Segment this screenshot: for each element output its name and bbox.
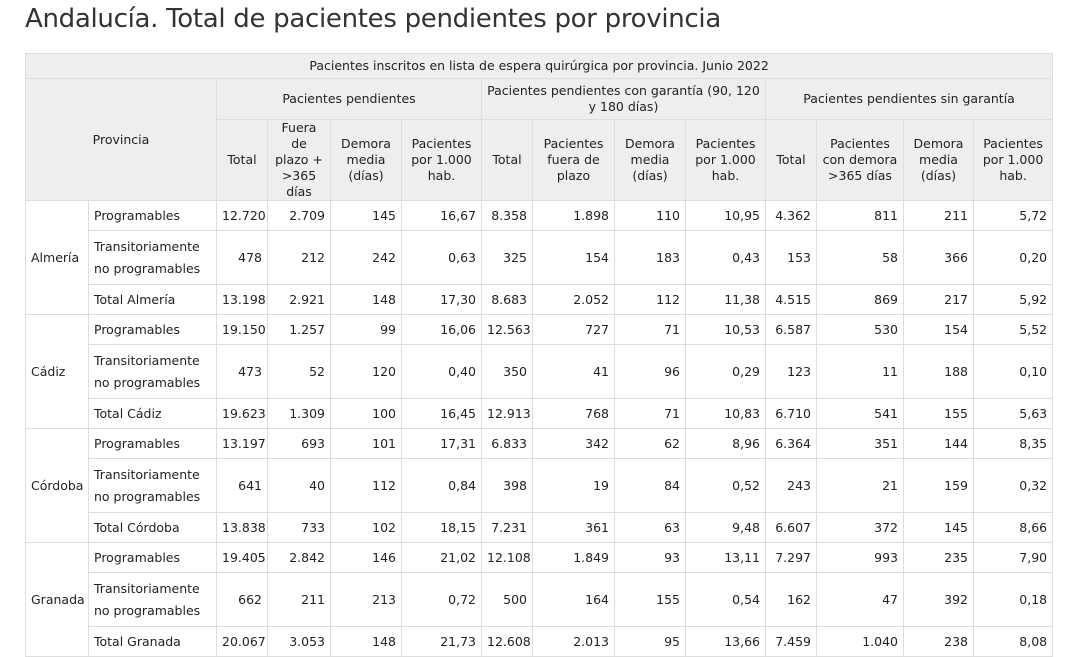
table-row bbox=[26, 201, 1053, 231]
value-cell: 693 bbox=[268, 429, 331, 459]
value-cell: 1.849 bbox=[533, 543, 615, 573]
value-cell: 112 bbox=[331, 459, 402, 513]
page-title: Andalucía. Total de pacientes pendientes por provincia bbox=[25, 4, 721, 34]
value-cell: 0,40 bbox=[402, 345, 482, 399]
value-cell: 211 bbox=[904, 201, 974, 231]
row-type-label: Total Granada bbox=[89, 627, 217, 657]
value-cell: 0,32 bbox=[974, 459, 1053, 513]
value-cell: 217 bbox=[904, 285, 974, 315]
value-cell: 1.257 bbox=[268, 315, 331, 345]
column-header: Pacientes por 1.000 hab. bbox=[686, 120, 766, 201]
row-type-label: Programables bbox=[89, 429, 217, 459]
column-header: Total bbox=[766, 120, 817, 201]
value-cell: 16,06 bbox=[402, 315, 482, 345]
waiting-list-table bbox=[25, 53, 1053, 657]
row-type-label: Transitoriamente no programables bbox=[89, 345, 217, 399]
value-cell: 8,35 bbox=[974, 429, 1053, 459]
row-type-label: Programables bbox=[89, 543, 217, 573]
value-cell: 19.405 bbox=[217, 543, 268, 573]
value-cell: 473 bbox=[217, 345, 268, 399]
value-cell: 1.898 bbox=[533, 201, 615, 231]
value-cell: 372 bbox=[817, 513, 904, 543]
column-header: Fuera de plazo + >365 días bbox=[268, 120, 331, 201]
table-row bbox=[26, 399, 1053, 429]
value-cell: 13.838 bbox=[217, 513, 268, 543]
value-cell: 47 bbox=[817, 573, 904, 627]
value-cell: 19.623 bbox=[217, 399, 268, 429]
value-cell: 0,52 bbox=[686, 459, 766, 513]
value-cell: 2.842 bbox=[268, 543, 331, 573]
group-header-con-garantia: Pacientes pendientes con garantía (90, 120 y 180 días) bbox=[482, 79, 766, 120]
province-name: Córdoba bbox=[26, 429, 89, 543]
value-cell: 4.515 bbox=[766, 285, 817, 315]
value-cell: 10,83 bbox=[686, 399, 766, 429]
value-cell: 41 bbox=[533, 345, 615, 399]
value-cell: 153 bbox=[766, 231, 817, 285]
column-header: Pacientes por 1.000 hab. bbox=[402, 120, 482, 201]
value-cell: 145 bbox=[904, 513, 974, 543]
value-cell: 148 bbox=[331, 627, 402, 657]
value-cell: 242 bbox=[331, 231, 402, 285]
value-cell: 243 bbox=[766, 459, 817, 513]
value-cell: 500 bbox=[482, 573, 533, 627]
value-cell: 18,15 bbox=[402, 513, 482, 543]
group-header-sin-garantia: Pacientes pendientes sin garantía bbox=[766, 79, 1053, 120]
table-caption: Pacientes inscritos en lista de espera quirúrgica por provincia. Junio 2022 bbox=[26, 54, 1053, 79]
value-cell: 101 bbox=[331, 429, 402, 459]
table-body bbox=[26, 201, 1053, 657]
value-cell: 733 bbox=[268, 513, 331, 543]
value-cell: 52 bbox=[268, 345, 331, 399]
value-cell: 0,84 bbox=[402, 459, 482, 513]
value-cell: 0,54 bbox=[686, 573, 766, 627]
value-cell: 8,66 bbox=[974, 513, 1053, 543]
value-cell: 100 bbox=[331, 399, 402, 429]
value-cell: 10,53 bbox=[686, 315, 766, 345]
value-cell: 71 bbox=[615, 315, 686, 345]
value-cell: 811 bbox=[817, 201, 904, 231]
value-cell: 7,90 bbox=[974, 543, 1053, 573]
value-cell: 7.231 bbox=[482, 513, 533, 543]
value-cell: 8.683 bbox=[482, 285, 533, 315]
value-cell: 63 bbox=[615, 513, 686, 543]
value-cell: 361 bbox=[533, 513, 615, 543]
value-cell: 123 bbox=[766, 345, 817, 399]
value-cell: 144 bbox=[904, 429, 974, 459]
row-type-label: Total Córdoba bbox=[89, 513, 217, 543]
value-cell: 99 bbox=[331, 315, 402, 345]
column-header: Total bbox=[482, 120, 533, 201]
value-cell: 6.607 bbox=[766, 513, 817, 543]
value-cell: 110 bbox=[615, 201, 686, 231]
value-cell: 351 bbox=[817, 429, 904, 459]
value-cell: 662 bbox=[217, 573, 268, 627]
value-cell: 112 bbox=[615, 285, 686, 315]
value-cell: 366 bbox=[904, 231, 974, 285]
value-cell: 58 bbox=[817, 231, 904, 285]
value-cell: 8,08 bbox=[974, 627, 1053, 657]
value-cell: 10,95 bbox=[686, 201, 766, 231]
value-cell: 6.833 bbox=[482, 429, 533, 459]
value-cell: 213 bbox=[331, 573, 402, 627]
value-cell: 235 bbox=[904, 543, 974, 573]
value-cell: 342 bbox=[533, 429, 615, 459]
table-row bbox=[26, 627, 1053, 657]
value-cell: 164 bbox=[533, 573, 615, 627]
value-cell: 96 bbox=[615, 345, 686, 399]
table-row bbox=[26, 429, 1053, 459]
group-header-pendientes: Pacientes pendientes bbox=[217, 79, 482, 120]
table-row bbox=[26, 345, 1053, 399]
value-cell: 4.362 bbox=[766, 201, 817, 231]
province-name: Almería bbox=[26, 201, 89, 315]
value-cell: 478 bbox=[217, 231, 268, 285]
value-cell: 12.720 bbox=[217, 201, 268, 231]
value-cell: 212 bbox=[268, 231, 331, 285]
value-cell: 17,31 bbox=[402, 429, 482, 459]
value-cell: 148 bbox=[331, 285, 402, 315]
value-cell: 13,66 bbox=[686, 627, 766, 657]
value-cell: 641 bbox=[217, 459, 268, 513]
column-header: Demora media (días) bbox=[904, 120, 974, 201]
value-cell: 102 bbox=[331, 513, 402, 543]
value-cell: 392 bbox=[904, 573, 974, 627]
value-cell: 993 bbox=[817, 543, 904, 573]
value-cell: 2.013 bbox=[533, 627, 615, 657]
column-header: Demora media (días) bbox=[615, 120, 686, 201]
value-cell: 398 bbox=[482, 459, 533, 513]
value-cell: 5,52 bbox=[974, 315, 1053, 345]
value-cell: 11 bbox=[817, 345, 904, 399]
value-cell: 13.198 bbox=[217, 285, 268, 315]
value-cell: 40 bbox=[268, 459, 331, 513]
value-cell: 0,43 bbox=[686, 231, 766, 285]
value-cell: 95 bbox=[615, 627, 686, 657]
value-cell: 0,63 bbox=[402, 231, 482, 285]
value-cell: 5,92 bbox=[974, 285, 1053, 315]
value-cell: 120 bbox=[331, 345, 402, 399]
column-header: Pacientes fuera de plazo bbox=[533, 120, 615, 201]
value-cell: 146 bbox=[331, 543, 402, 573]
column-header: Pacientes con demora >365 días bbox=[817, 120, 904, 201]
table-row bbox=[26, 459, 1053, 513]
value-cell: 7.297 bbox=[766, 543, 817, 573]
value-cell: 154 bbox=[533, 231, 615, 285]
table-row bbox=[26, 315, 1053, 345]
value-cell: 768 bbox=[533, 399, 615, 429]
value-cell: 188 bbox=[904, 345, 974, 399]
value-cell: 21,02 bbox=[402, 543, 482, 573]
value-cell: 145 bbox=[331, 201, 402, 231]
table-header bbox=[26, 54, 1053, 201]
value-cell: 5,72 bbox=[974, 201, 1053, 231]
row-type-label: Transitoriamente no programables bbox=[89, 573, 217, 627]
value-cell: 21,73 bbox=[402, 627, 482, 657]
value-cell: 7.459 bbox=[766, 627, 817, 657]
provincia-header: Provincia bbox=[26, 79, 217, 201]
value-cell: 155 bbox=[904, 399, 974, 429]
value-cell: 183 bbox=[615, 231, 686, 285]
value-cell: 13,11 bbox=[686, 543, 766, 573]
value-cell: 21 bbox=[817, 459, 904, 513]
row-type-label: Transitoriamente no programables bbox=[89, 231, 217, 285]
value-cell: 325 bbox=[482, 231, 533, 285]
value-cell: 11,38 bbox=[686, 285, 766, 315]
value-cell: 8,96 bbox=[686, 429, 766, 459]
row-type-label: Programables bbox=[89, 201, 217, 231]
column-header: Pacientes por 1.000 hab. bbox=[974, 120, 1053, 201]
value-cell: 530 bbox=[817, 315, 904, 345]
province-name: Cádiz bbox=[26, 315, 89, 429]
column-header: Total bbox=[217, 120, 268, 201]
value-cell: 238 bbox=[904, 627, 974, 657]
value-cell: 1.309 bbox=[268, 399, 331, 429]
value-cell: 162 bbox=[766, 573, 817, 627]
value-cell: 17,30 bbox=[402, 285, 482, 315]
value-cell: 0,10 bbox=[974, 345, 1053, 399]
table-row bbox=[26, 285, 1053, 315]
value-cell: 9,48 bbox=[686, 513, 766, 543]
value-cell: 0,20 bbox=[974, 231, 1053, 285]
row-type-label: Total Almería bbox=[89, 285, 217, 315]
value-cell: 2.709 bbox=[268, 201, 331, 231]
value-cell: 71 bbox=[615, 399, 686, 429]
value-cell: 2.052 bbox=[533, 285, 615, 315]
value-cell: 541 bbox=[817, 399, 904, 429]
value-cell: 6.710 bbox=[766, 399, 817, 429]
value-cell: 19 bbox=[533, 459, 615, 513]
province-name: Granada bbox=[26, 543, 89, 657]
value-cell: 8.358 bbox=[482, 201, 533, 231]
value-cell: 154 bbox=[904, 315, 974, 345]
value-cell: 12.563 bbox=[482, 315, 533, 345]
value-cell: 6.587 bbox=[766, 315, 817, 345]
value-cell: 93 bbox=[615, 543, 686, 573]
value-cell: 3.053 bbox=[268, 627, 331, 657]
column-header: Demora media (días) bbox=[331, 120, 402, 201]
table-row bbox=[26, 231, 1053, 285]
table-row bbox=[26, 513, 1053, 543]
value-cell: 13.197 bbox=[217, 429, 268, 459]
value-cell: 159 bbox=[904, 459, 974, 513]
value-cell: 0,18 bbox=[974, 573, 1053, 627]
row-type-label: Total Cádiz bbox=[89, 399, 217, 429]
value-cell: 2.921 bbox=[268, 285, 331, 315]
row-type-label: Programables bbox=[89, 315, 217, 345]
value-cell: 16,45 bbox=[402, 399, 482, 429]
value-cell: 0,29 bbox=[686, 345, 766, 399]
value-cell: 350 bbox=[482, 345, 533, 399]
table-row bbox=[26, 573, 1053, 627]
row-type-label: Transitoriamente no programables bbox=[89, 459, 217, 513]
value-cell: 0,72 bbox=[402, 573, 482, 627]
value-cell: 211 bbox=[268, 573, 331, 627]
value-cell: 727 bbox=[533, 315, 615, 345]
value-cell: 84 bbox=[615, 459, 686, 513]
value-cell: 12.608 bbox=[482, 627, 533, 657]
value-cell: 12.108 bbox=[482, 543, 533, 573]
value-cell: 12.913 bbox=[482, 399, 533, 429]
value-cell: 5,63 bbox=[974, 399, 1053, 429]
value-cell: 155 bbox=[615, 573, 686, 627]
value-cell: 20.067 bbox=[217, 627, 268, 657]
table-row bbox=[26, 543, 1053, 573]
value-cell: 62 bbox=[615, 429, 686, 459]
value-cell: 1.040 bbox=[817, 627, 904, 657]
value-cell: 869 bbox=[817, 285, 904, 315]
value-cell: 16,67 bbox=[402, 201, 482, 231]
value-cell: 6.364 bbox=[766, 429, 817, 459]
value-cell: 19.150 bbox=[217, 315, 268, 345]
